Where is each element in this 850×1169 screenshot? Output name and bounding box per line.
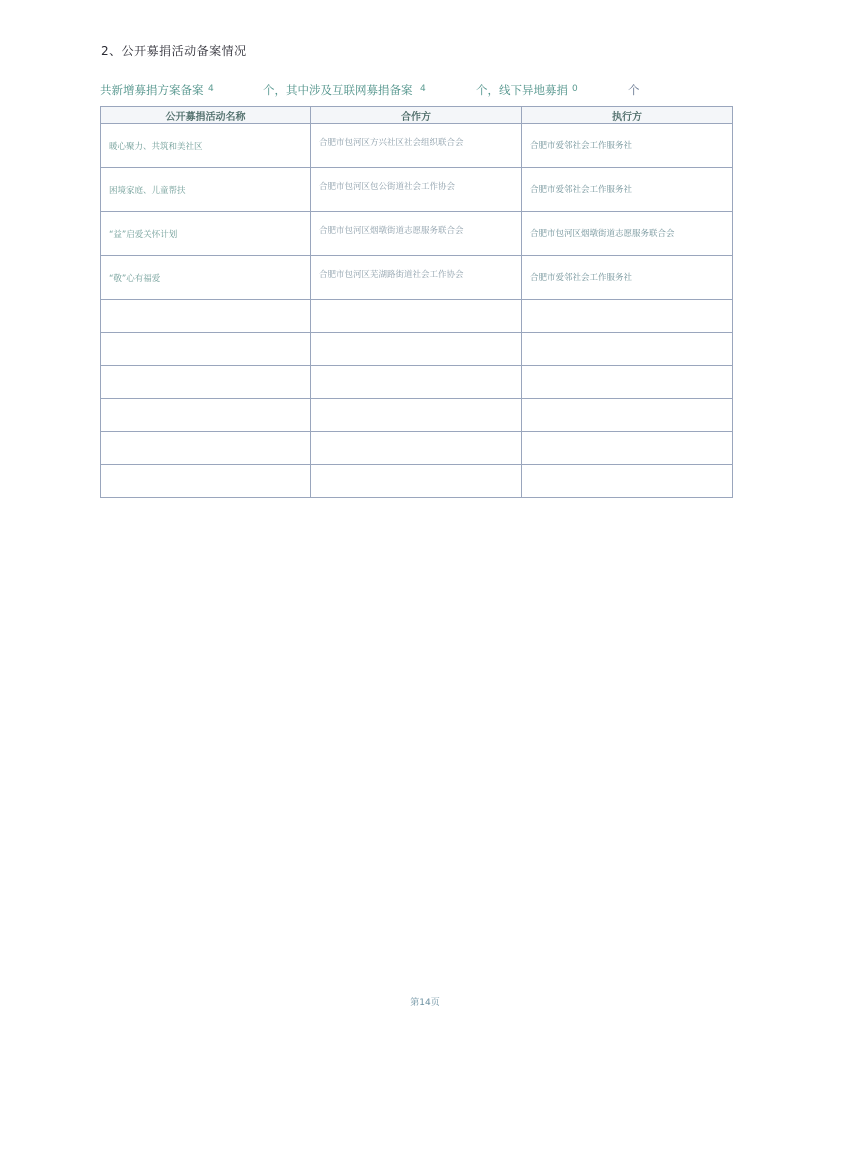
section-heading: 2、公开募捐活动备案情况 [101, 44, 247, 58]
empty-cell [522, 300, 733, 333]
cell-activity-name [101, 256, 311, 300]
activity-name-text: “益”启爱关怀计划 [109, 230, 178, 240]
summary-offline-count: 0 [572, 84, 578, 94]
page-number: 第14页 [410, 998, 440, 1008]
empty-table-row [101, 465, 733, 498]
empty-cell [311, 366, 522, 399]
summary-unit: 个 [628, 83, 640, 97]
summary-internet-count: 4 [420, 84, 426, 94]
activity-name-text: 暖心聚力、共筑和美社区 [109, 142, 203, 152]
empty-cell [101, 465, 311, 498]
empty-table-row [101, 432, 733, 465]
empty-cell [522, 465, 733, 498]
cell-executor [522, 168, 733, 212]
empty-cell [522, 366, 733, 399]
empty-cell [311, 333, 522, 366]
cell-activity-name [101, 168, 311, 212]
header-executor: 执行方 [522, 107, 733, 124]
table-row [101, 212, 733, 256]
empty-cell [101, 432, 311, 465]
empty-table-row [101, 333, 733, 366]
summary-total-count: 4 [208, 84, 214, 94]
summary-label-internet: 个，其中涉及互联网募捐备案 [263, 83, 413, 97]
empty-cell [101, 333, 311, 366]
executor-text: 合肥市爱邻社会工作服务社 [530, 185, 633, 195]
empty-cell [311, 432, 522, 465]
empty-cell [311, 465, 522, 498]
partner-text: 合肥市包河区烟墩街道志愿服务联合会 [319, 226, 464, 236]
cell-executor [522, 212, 733, 256]
table-row [101, 256, 733, 300]
cell-executor [522, 124, 733, 168]
cell-partner [311, 168, 522, 212]
empty-table-row [101, 366, 733, 399]
header-partner: 合作方 [311, 107, 522, 124]
cell-partner [311, 124, 522, 168]
summary-label-total: 共新增募捐方案备案 [100, 83, 204, 97]
empty-cell [522, 333, 733, 366]
summary-label-offline: 个，线下异地募捐 [476, 83, 568, 97]
empty-cell [522, 432, 733, 465]
empty-cell [522, 399, 733, 432]
cell-activity-name [101, 212, 311, 256]
cell-activity-name [101, 124, 311, 168]
empty-cell [311, 399, 522, 432]
activity-name-text: 困境家庭、儿童帮扶 [109, 186, 186, 196]
executor-text: 合肥市爱邻社会工作服务社 [530, 141, 633, 151]
empty-cell [101, 399, 311, 432]
empty-cell [311, 300, 522, 333]
table-body [101, 124, 733, 498]
table-row [101, 168, 733, 212]
empty-table-row [101, 300, 733, 333]
cell-partner [311, 212, 522, 256]
empty-cell [101, 366, 311, 399]
activity-name-text: “敬”心有福爱 [109, 274, 161, 284]
partner-text: 合肥市包河区芜湖路街道社会工作协会 [319, 270, 464, 280]
partner-text: 合肥市包河区包公街道社会工作协会 [319, 182, 456, 192]
empty-table-row [101, 399, 733, 432]
executor-text: 合肥市包河区烟墩街道志愿服务联合会 [530, 229, 675, 239]
table-header-row [101, 107, 733, 124]
fundraising-records-table [100, 106, 733, 498]
executor-text: 合肥市爱邻社会工作服务社 [530, 273, 633, 283]
empty-cell [101, 300, 311, 333]
filing-summary [100, 82, 740, 98]
cell-partner [311, 256, 522, 300]
partner-text: 合肥市包河区方兴社区社会组织联合会 [319, 138, 464, 148]
cell-executor [522, 256, 733, 300]
table-row [101, 124, 733, 168]
header-activity-name: 公开募捐活动名称 [101, 107, 311, 124]
